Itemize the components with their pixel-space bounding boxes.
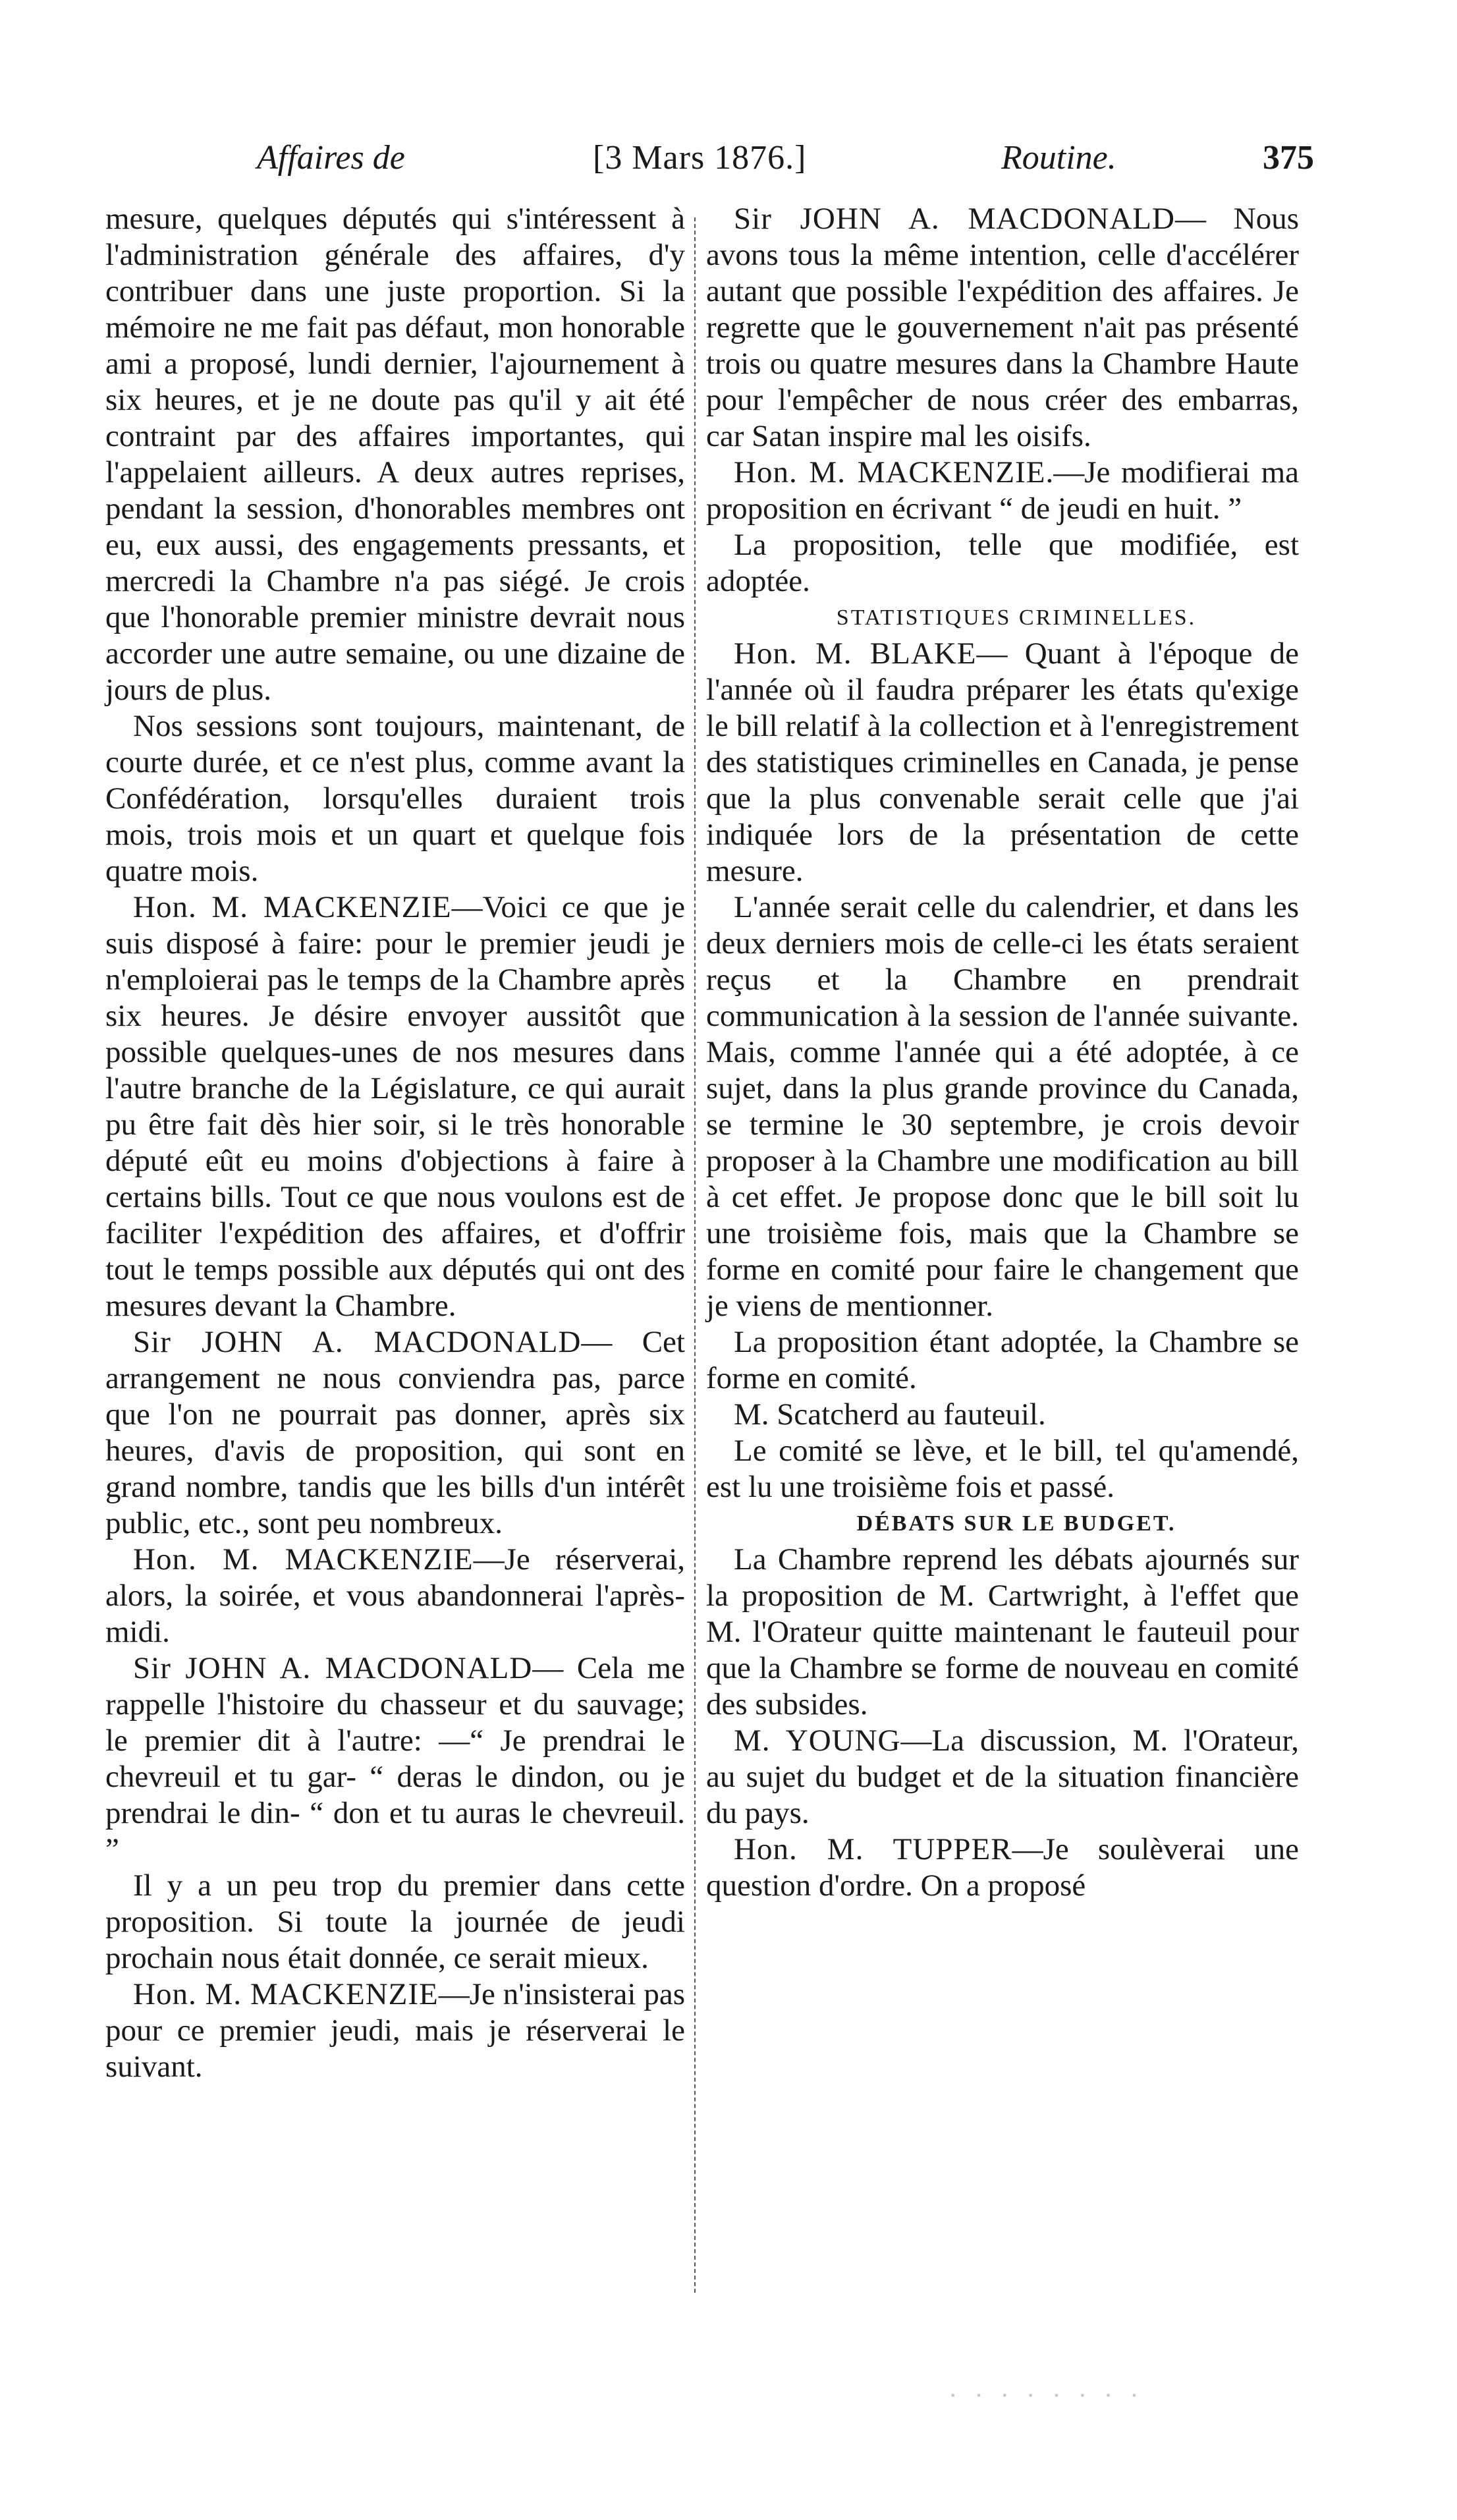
- paragraph: La Chambre reprend les débats ajournés sur la proposition de M. Cartwright, à l'effet que M. l'Orateur quitte maintenant le fauteuil pour que la Chambre se forme de nouveau en comité des subsides.: [706, 1542, 1299, 1722]
- speaker-name: Hon. M. MACKENZIE: [133, 890, 452, 924]
- section-heading: DÉBATS SUR LE BUDGET.: [856, 1511, 1176, 1536]
- faded-footer-text: · · · · · · · ·: [948, 2380, 1144, 2410]
- speech-text: — Nous avons tous la même intention, celle d'accélérer autant que possible l'expédition des affaires. Je regrette que le gouvernement n'ait pas présenté trois ou quatre mesures dans la Chambre Haute pour l'empêcher de nous créer des embarras, car Satan inspire mal les oisifs.: [706, 202, 1299, 453]
- speech-paragraph: [105, 1324, 685, 1542]
- right-column: [706, 201, 1299, 1904]
- speech-text: —Je n'insisterai pas pour ce premier jeudi, mais je réserverai le suivant.: [105, 1977, 685, 2084]
- paragraph: mesure, quelques députés qui s'intéressent à l'administration générale des affaires, d'y contribuer dans une juste proportion. Si la mémoire ne me fait pas défaut, mon honorable ami a proposé, lundi dernier, l'ajournement à six heures, et je ne doute pas qu'il y ait été contraint par des affaires importantes, qui l'appelaient ailleurs. A deux autres reprises, pendant la session, d'honorables membres ont eu, eux aussi, des engagements pressants, et mercredi la Chambre n'a pas siégé. Je crois que l'honorable premier ministre devrait nous accorder une autre semaine, ou une dizaine de jours de plus.: [105, 202, 685, 707]
- speech-text: — Quant à l'époque de l'année où il faudra préparer les états qu'exige le bill relatif à la collection et à l'enregistrement des statistiques criminelles en Canada, je pense que la plus convenable serait celle que j'ai indiquée lors de la présentation de cette mesure.: [706, 636, 1299, 888]
- speaker-name: Hon. M. TUPPER: [734, 1832, 1012, 1866]
- speech-paragraph: [706, 636, 1299, 889]
- paragraph: M. Scatcherd au fauteuil.: [734, 1397, 1046, 1432]
- speaker-name: Hon. M. MACKENZIE: [133, 1977, 439, 2011]
- speech-paragraph: [706, 1723, 1299, 1832]
- speech-text: .—Je modifierai ma proposition en écrivant “ de jeudi en huit. ”: [706, 455, 1299, 526]
- left-column: [105, 201, 685, 2085]
- speaker-name: Sir JOHN A. MACDONALD: [734, 202, 1175, 236]
- paragraph: Le comité se lève, et le bill, tel qu'amendé, est lu une troisième fois et passé.: [706, 1434, 1299, 1504]
- speech-text: — Cet arrangement ne nous conviendra pas, parce que l'on ne pourrait pas donner, après six heures, d'avis de proposition, qui sont en grand nombre, tandis que les bills d'un intérêt public, etc., sont peu nombreux.: [105, 1325, 685, 1540]
- speech-paragraph: [706, 455, 1299, 527]
- speech-text: —La discussion, M. l'Orateur, au sujet du budget et de la situation financière du pays.: [706, 1723, 1299, 1830]
- paragraph: Il y a un peu trop du premier dans cette proposition. Si toute la journée de jeudi prochain nous était donnée, ce serait mieux.: [105, 1868, 685, 1975]
- speech-text: — Cela me rappelle l'histoire du chasseur et du sauvage; le premier dit à l'autre: —“ Je prendrai le chevreuil et tu gar- “ deras le dindon, ou je prendrai le din- “ don et tu auras le chevreuil. ”: [105, 1651, 685, 1866]
- paragraph: La proposition étant adoptée, la Chambre se forme en comité.: [706, 1325, 1299, 1395]
- speaker-name: Sir JOHN A. MACDONALD: [133, 1325, 582, 1359]
- speech-paragraph: [105, 1542, 685, 1650]
- running-head-date: [3 Mars 1876.]: [593, 139, 807, 177]
- speech-paragraph: [706, 201, 1299, 455]
- paragraph: La proposition, telle que modifiée, est adoptée.: [706, 528, 1299, 598]
- paragraph: L'année serait celle du calendrier, et dans les deux derniers mois de celle-ci les états seraient reçus et la Chambre en prendrait communication à la session de l'année suivante. Mais, comme l'année qui a été adoptée, à ce sujet, dans la plus grande province du Canada, se termine le 30 septembre, je crois devoir proposer à la Chambre une modification au bill à cet effet. Je propose donc que le bill soit lu une troisième fois, mais que la Chambre se forme en comité pour faire le changement que je viens de mentionner.: [706, 890, 1299, 1323]
- speech-paragraph: [105, 1976, 685, 2085]
- running-head: [257, 138, 1314, 191]
- speaker-name: Hon. M. MACKENZIE: [133, 1542, 474, 1577]
- speech-text: —Je soulèverai une question d'ordre. On a proposé: [706, 1832, 1299, 1903]
- speaker-name: Sir JOHN A. MACDONALD: [133, 1651, 533, 1685]
- speaker-name: M. YOUNG: [734, 1723, 901, 1758]
- speaker-name: Hon. M. BLAKE: [734, 636, 977, 671]
- paragraph: Nos sessions sont toujours, maintenant, de courte durée, et ce n'est plus, comme avant la Confédération, lorsqu'elles duraient trois mois, trois mois et un quart et quelque fois quatre mois.: [105, 709, 685, 888]
- speech-text: —Je réserverai, alors, la soirée, et vous abandonnerai l'après-midi.: [105, 1542, 685, 1649]
- speaker-name: Hon. M. MACKENZIE: [734, 455, 1046, 490]
- speech-paragraph: [105, 1650, 685, 1868]
- column-divider: [694, 217, 696, 2293]
- speech-text: —Voici ce que je suis disposé à faire: pour le premier jeudi je n'emploierai pas le temps de la Chambre après six heures. Je désire envoyer aussitôt que possible quelques-unes de nos mesures dans l'autre branche de la Législature, ce qui aurait pu être fait dès hier soir, si le très honorable député eût eu moins d'objections à faire à certains bills. Tout ce que nous voulons est de faciliter l'expédition des affaires, et d'offrir tout le temps possible aux députés qui ont des mesures devant la Chambre.: [105, 890, 685, 1323]
- speech-paragraph: [706, 1832, 1299, 1904]
- speech-paragraph: [105, 889, 685, 1324]
- running-head-topic: Routine.: [1001, 139, 1116, 177]
- page-number: 375: [1263, 139, 1314, 177]
- section-heading: STATISTIQUES CRIMINELLES.: [836, 605, 1197, 630]
- running-head-section: Affaires de: [257, 139, 405, 177]
